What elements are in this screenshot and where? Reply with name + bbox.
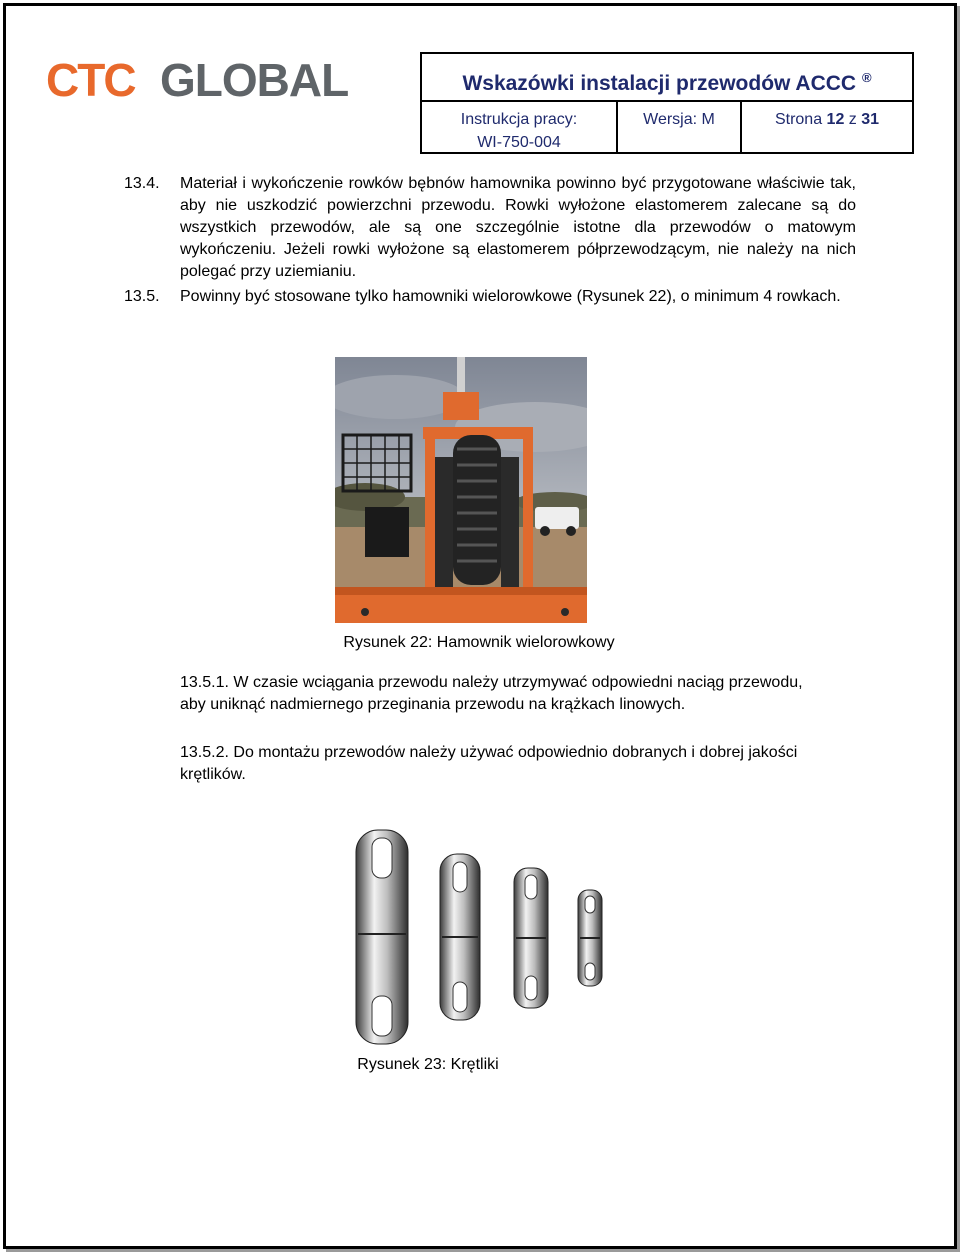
section-13-5-1 [180,672,830,716]
ctc-global-logo [46,56,386,102]
section-13-5-1-number: 13.5.1. [180,674,229,691]
swivels-illustration [352,826,610,1048]
figure-22-caption: Rysunek 22: Hamownik wielorowkowy [343,634,615,651]
doc-number-cell [420,102,618,154]
doc-label: Instrukcja pracy: [460,111,578,128]
multi-groove-puller-photo [335,357,587,623]
section-13-4-text: Materiał i wykończenie rowków bębnów hamownika powinno być przygotowane właściwie tak, aby nie uszkodzić powierzchni przewodu. Rowki wyłożone elastomerem zalecane są do wszystkich przewodów, ale są one szczególnie istotne dla przewodów o matowym wykończeniu. Jeżeli rowki wyłożone są elastomerem półprzewodzącym, nie należy na nich polegać przy uziemianiu. [180,175,856,280]
section-13-5-number: 13.5. [124,288,160,305]
page-number-cell [740,102,914,154]
document-title: Wskazówki instalacji przewodów ACCC ® [420,52,914,102]
section-13-5-2-text: Do montażu przewodów należy używać odpowiednio dobranych i dobrej jakości krętlików. [180,744,798,783]
figure-23-caption: Rysunek 23: Krętliki [357,1056,499,1073]
version-cell [616,102,742,154]
svg-text:CTC: CTC [46,56,135,102]
version-label: Wersja: M [643,111,715,128]
section-13-5-1-text: W czasie wciągania przewodu należy utrzymywać odpowiedni naciąg przewodu, aby uniknąć nadmiernego przeginania przewodu na krążkach linowych. [180,674,803,713]
doc-number: WI-750-004 [477,134,561,151]
page-indicator: Strona 12 z 31 [774,111,880,128]
svg-text:GLOBAL: GLOBAL [160,56,349,102]
section-13-4-number: 13.4. [124,175,160,192]
section-13-5-2-number: 13.5.2. [180,744,229,761]
section-13-5-2 [180,742,830,786]
section-13-5-text: Powinny być stosowane tylko hamowniki wielorowkowe (Rysunek 22), o minimum 4 rowkach. [180,288,841,305]
